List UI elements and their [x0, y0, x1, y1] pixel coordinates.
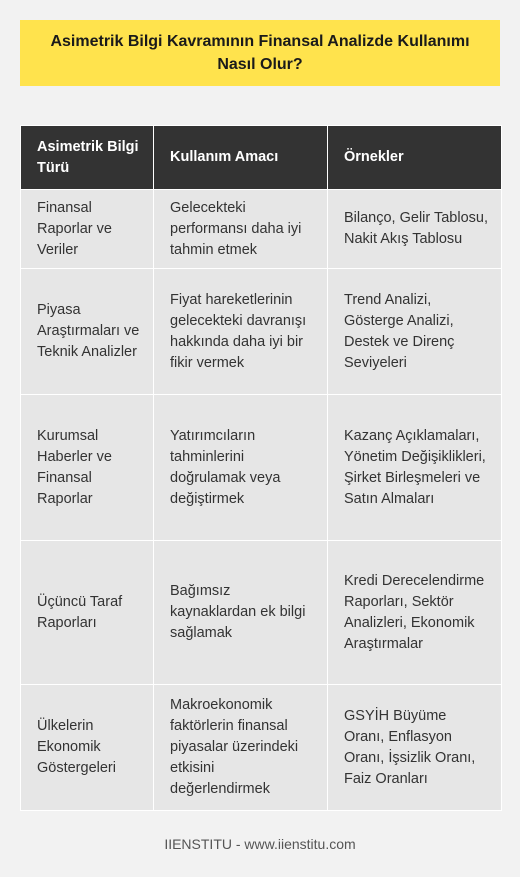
table-cell-examples: Trend Analizi, Gösterge Analizi, Destek ve Direnç Seviyeleri — [328, 269, 502, 395]
column-header-examples: Örnekler — [328, 126, 502, 190]
table-cell-examples: Kredi Derecelendirme Raporları, Sektör Analizleri, Ekonomik Araştırmalar — [328, 541, 502, 685]
table-cell-type: Ülkelerin Ekonomik Göstergeleri — [21, 685, 154, 811]
table-cell-examples: Kazanç Açıklamaları, Yönetim Değişiklikleri, Şirket Birleşmeleri ve Satın Almaları — [328, 395, 502, 541]
table-cell-purpose: Fiyat hareketlerinin gelecekteki davranışı hakkında daha iyi bir fikir vermek — [154, 269, 328, 395]
table-row — [21, 395, 502, 541]
table-row — [21, 190, 502, 269]
table-cell-type: Piyasa Araştırmaları ve Teknik Analizler — [21, 269, 154, 395]
footer-credit: IIENSTITU - www.iienstitu.com — [164, 836, 356, 852]
table-row — [21, 685, 502, 811]
table-cell-type: Üçüncü Taraf Raporları — [21, 541, 154, 685]
column-header-type: Asimetrik Bilgi Türü — [21, 126, 154, 190]
table-row — [21, 269, 502, 395]
table-cell-purpose: Makroekonomik faktörlerin finansal piyasalar üzerindeki etkisini değerlendirmek — [154, 685, 328, 811]
table-header-row — [21, 126, 502, 190]
table-cell-type: Kurumsal Haberler ve Finansal Raporlar — [21, 395, 154, 541]
table-cell-purpose: Bağımsız kaynaklardan ek bilgi sağlamak — [154, 541, 328, 685]
table-cell-examples: Bilanço, Gelir Tablosu, Nakit Akış Tablosu — [328, 190, 502, 269]
table-cell-type: Finansal Raporlar ve Veriler — [21, 190, 154, 269]
table-cell-purpose: Gelecekteki performansı daha iyi tahmin etmek — [154, 190, 328, 269]
table-cell-purpose: Yatırımcıların tahminlerini doğrulamak veya değiştirmek — [154, 395, 328, 541]
table-cell-examples: GSYİH Büyüme Oranı, Enflasyon Oranı, İşsizlik Oranı, Faiz Oranları — [328, 685, 502, 811]
page-title: Asimetrik Bilgi Kavramının Finansal Analizde Kullanımı Nasıl Olur? — [20, 20, 500, 86]
info-table — [20, 125, 502, 811]
table-row — [21, 541, 502, 685]
column-header-purpose: Kullanım Amacı — [154, 126, 328, 190]
